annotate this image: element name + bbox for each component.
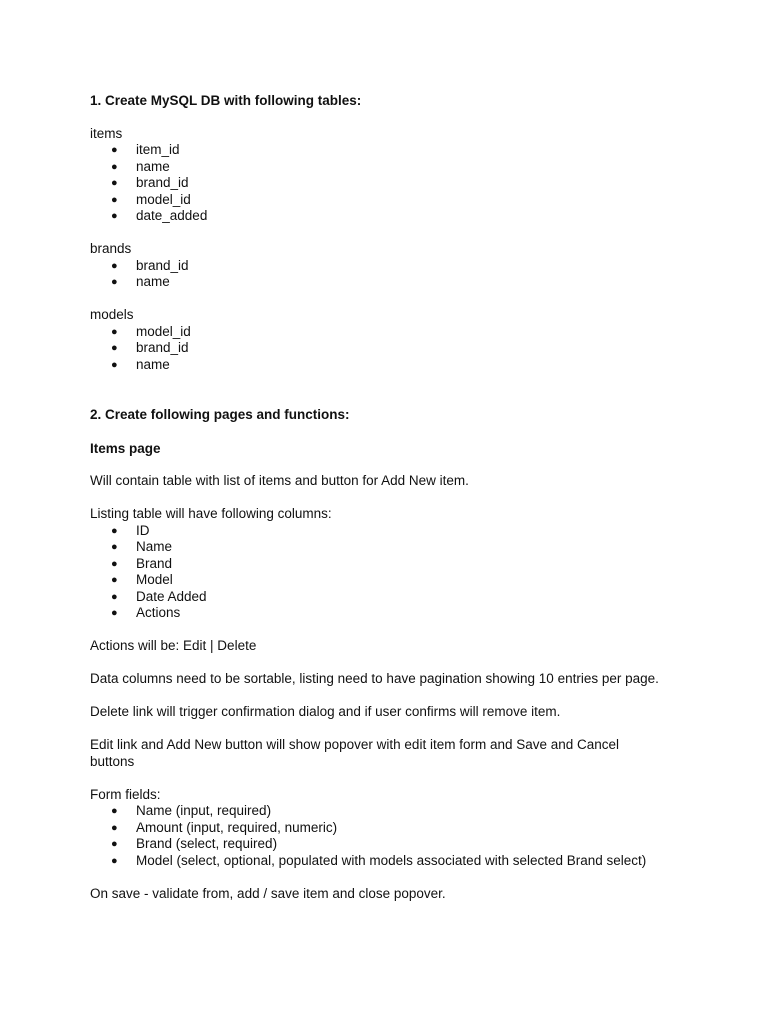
list-item: ● brand_id bbox=[111, 175, 189, 190]
list-item: ● Model bbox=[111, 572, 173, 587]
document-page bbox=[90, 92, 730, 902]
columns-list bbox=[90, 523, 730, 622]
list-item: ● Actions bbox=[111, 605, 181, 620]
table-name-items: items bbox=[90, 125, 123, 141]
list-item: ● date_added bbox=[111, 208, 208, 223]
list-item: ● brand_id bbox=[111, 340, 189, 355]
bullet-icon: ● bbox=[111, 358, 118, 371]
bullet-icon: ● bbox=[111, 805, 118, 817]
bullet-icon: ● bbox=[111, 144, 118, 156]
bullet-icon: ● bbox=[111, 607, 118, 619]
list-item: ● ID bbox=[111, 522, 150, 538]
bullet-icon: ● bbox=[111, 524, 118, 537]
table-name-models: models bbox=[90, 307, 134, 322]
bullet-icon: ● bbox=[111, 821, 118, 834]
list-item: ● Name (input, required) bbox=[111, 803, 272, 818]
list-item: ● name bbox=[111, 158, 170, 174]
list-item: ● Name bbox=[111, 539, 173, 554]
bullet-icon: ● bbox=[111, 193, 118, 206]
section1-heading: 1. Create MySQL DB with following tables: bbox=[90, 93, 362, 108]
list-item: ● name bbox=[111, 274, 170, 289]
form-fields-intro: Form fields: bbox=[90, 786, 161, 802]
form-fields-list bbox=[90, 803, 730, 869]
models-fields-list bbox=[90, 324, 730, 374]
actions-text: Actions will be: Edit | Delete bbox=[90, 638, 257, 653]
bullet-icon: ● bbox=[111, 854, 118, 867]
on-save-text: On save - validate from, add / save item and close popover. bbox=[90, 885, 446, 901]
brands-fields-list bbox=[90, 258, 730, 291]
bullet-icon: ● bbox=[111, 160, 118, 173]
list-item: ● Brand (select, required) bbox=[111, 836, 278, 851]
bullet-icon: ● bbox=[111, 342, 118, 354]
sortable-text: Data columns need to be sortable, listing need to have pagination showing 10 entries per page. bbox=[90, 671, 659, 686]
edit-text: Edit link and Add New button will show popover with edit item form and Save and Cancel buttons bbox=[90, 737, 620, 769]
list-item: ● Amount (input, required, numeric) bbox=[111, 819, 338, 835]
bullet-icon: ● bbox=[111, 590, 118, 603]
list-item: ● brand_id bbox=[111, 257, 189, 273]
bullet-icon: ● bbox=[111, 276, 118, 288]
list-item: ● Date Added bbox=[111, 588, 207, 604]
table-name-brands: brands bbox=[90, 241, 132, 256]
listing-intro: Listing table will have following columns: bbox=[90, 506, 332, 521]
list-item: ● model_id bbox=[111, 191, 191, 207]
bullet-icon: ● bbox=[111, 574, 118, 586]
list-item: ● item_id bbox=[111, 142, 180, 157]
bullet-icon: ● bbox=[111, 177, 118, 189]
items-page-heading: Items page bbox=[90, 440, 161, 456]
bullet-icon: ● bbox=[111, 557, 118, 570]
bullet-icon: ● bbox=[111, 325, 118, 338]
items-page-description: Will contain table with list of items and button for Add New item. bbox=[90, 473, 469, 488]
list-item: ● name bbox=[111, 356, 170, 372]
list-item: ● model_id bbox=[111, 323, 191, 339]
section2-heading: 2. Create following pages and functions: bbox=[90, 407, 350, 422]
delete-text: Delete link will trigger confirmation dialog and if user confirms will remove item. bbox=[90, 704, 561, 719]
bullet-icon: ● bbox=[111, 210, 118, 222]
list-item: ● Brand bbox=[111, 555, 173, 571]
list-item: ● Model (select, optional, populated with models associated with selected Brand select) bbox=[111, 852, 647, 868]
bullet-icon: ● bbox=[111, 541, 118, 553]
bullet-icon: ● bbox=[111, 259, 118, 272]
items-fields-list bbox=[90, 142, 730, 225]
bullet-icon: ● bbox=[111, 838, 118, 850]
